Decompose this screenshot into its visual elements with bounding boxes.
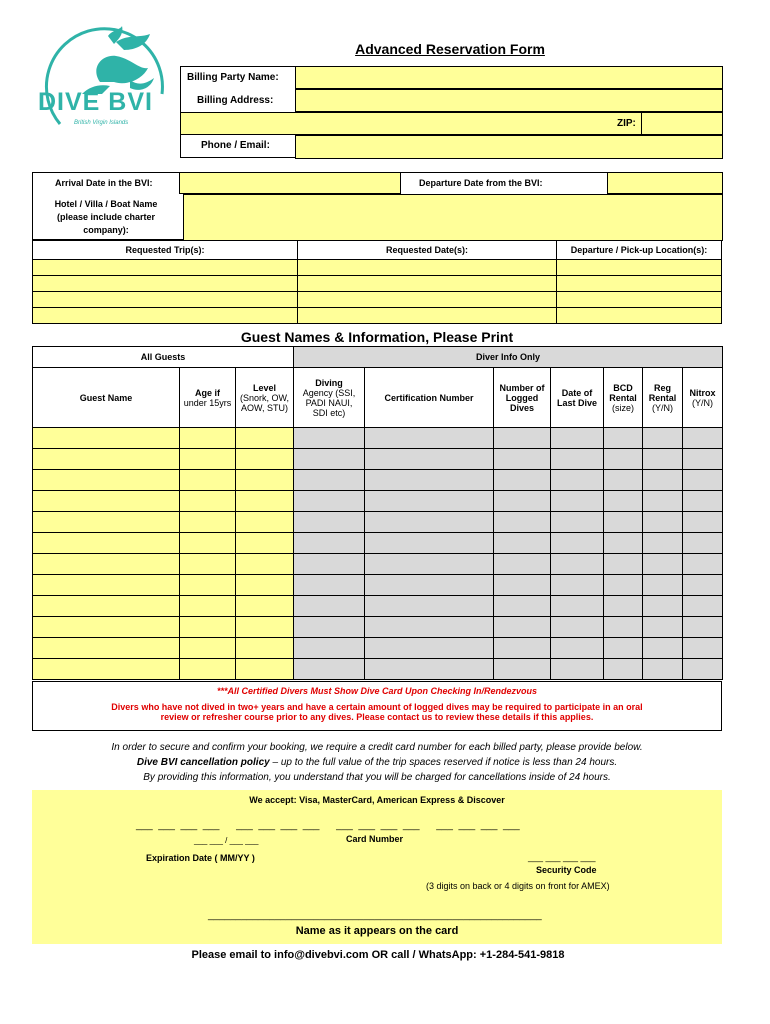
hotel-label: Hotel / Villa / Boat Name (please include charter company): — [54, 199, 158, 235]
age-input[interactable] — [180, 428, 236, 449]
trips-table — [32, 240, 722, 324]
level-input[interactable] — [236, 617, 294, 638]
cert-input[interactable] — [365, 470, 494, 491]
policy-line2 — [32, 755, 722, 770]
security-code-label: Security Code — [536, 865, 597, 875]
guest-name-input[interactable] — [33, 659, 180, 680]
guest-row — [33, 638, 723, 659]
trip-location-input[interactable] — [557, 260, 722, 276]
trip-date-input[interactable] — [298, 308, 557, 324]
age-input[interactable] — [180, 596, 236, 617]
last-dive-header — [551, 368, 604, 428]
age-input[interactable] — [180, 449, 236, 470]
trip-date-input[interactable] — [298, 276, 557, 292]
reg-input[interactable] — [643, 449, 683, 470]
hotel-input[interactable] — [183, 194, 723, 241]
card-accept: We accept: Visa, MasterCard, American Express & Discover — [249, 795, 505, 805]
card-block — [32, 790, 722, 944]
last-dive-input[interactable] — [551, 617, 604, 638]
reg-input[interactable] — [643, 596, 683, 617]
footer-contact: Please email to info@divebvi.com OR call / WhatsApp: +1-284-541-9818 — [191, 949, 565, 961]
phone-email-label: Phone / Email: — [201, 140, 270, 151]
stay-block — [32, 172, 722, 240]
cert-input[interactable] — [365, 617, 494, 638]
dives-input[interactable] — [494, 596, 551, 617]
policy-line2-rest: – up to the full value of the trip spaces reserved if notice is less than 24 hours. — [269, 757, 618, 768]
level-input[interactable] — [236, 428, 294, 449]
arrival-label: Arrival Date in the BVI: — [55, 178, 153, 188]
guest-name-input[interactable] — [33, 533, 180, 554]
nitrox-input[interactable] — [683, 470, 723, 491]
dives-input[interactable] — [494, 659, 551, 680]
age-header-text: Age if — [194, 387, 220, 398]
nitrox-header-1: Nitrox — [689, 387, 716, 398]
expiration-blanks[interactable]: ___ ___ / ___ ___ — [194, 836, 259, 845]
nitrox-input[interactable] — [683, 449, 723, 470]
reg-input[interactable] — [643, 470, 683, 491]
guest-name-input[interactable] — [33, 491, 180, 512]
bcd-input[interactable] — [604, 596, 643, 617]
guest-name-input[interactable] — [33, 596, 180, 617]
level-input[interactable] — [236, 596, 294, 617]
notice-line2: Divers who have not dived in two+ years and have a certain amount of logged dives may be required to participate in an oral — [111, 702, 643, 712]
nitrox-input[interactable] — [683, 596, 723, 617]
expiration-label: Expiration Date ( MM/YY ) — [146, 853, 255, 863]
last-dive-input[interactable] — [551, 638, 604, 659]
logo-tagline: British Virgin Islands — [74, 120, 129, 126]
bcd-input[interactable] — [604, 491, 643, 512]
security-code-blanks[interactable]: ___ ___ ___ ___ — [528, 852, 596, 862]
nitrox-input[interactable] — [683, 575, 723, 596]
guest-row — [33, 575, 723, 596]
last-dive-header-2: Last Dive — [556, 397, 598, 408]
cert-input[interactable] — [365, 554, 494, 575]
cert-input[interactable] — [365, 638, 494, 659]
age-header-sub: under 15yrs — [183, 397, 232, 408]
security-code-note: (3 digits on back or 4 digits on front for AMEX) — [426, 881, 610, 891]
nitrox-input[interactable] — [683, 512, 723, 533]
last-dive-input[interactable] — [551, 470, 604, 491]
cert-input[interactable] — [365, 575, 494, 596]
agency-input[interactable] — [294, 470, 365, 491]
guest-name-input[interactable] — [33, 449, 180, 470]
guest-row — [33, 533, 723, 554]
trip-row — [33, 260, 722, 276]
cert-input[interactable] — [365, 533, 494, 554]
policy-line3: By providing this information, you understand that you will be charged for cancellations inside of 24 hours. — [143, 772, 611, 783]
departure-input[interactable] — [607, 172, 723, 194]
notice-line3: review or refresher course prior to any dives. Please contact us to review these details if this applies. — [160, 712, 594, 722]
trip-location-input[interactable] — [557, 276, 722, 292]
agency-input[interactable] — [294, 596, 365, 617]
policy-block — [32, 740, 722, 785]
level-input[interactable] — [236, 470, 294, 491]
dives-header — [494, 368, 551, 428]
nitrox-input[interactable] — [683, 533, 723, 554]
cert-input[interactable] — [365, 596, 494, 617]
age-header — [180, 368, 236, 428]
cert-input[interactable] — [365, 659, 494, 680]
billing-party-input[interactable] — [295, 66, 723, 89]
level-input[interactable] — [236, 491, 294, 512]
nitrox-input[interactable] — [683, 659, 723, 680]
last-dive-input[interactable] — [551, 449, 604, 470]
guest-name-input[interactable] — [33, 638, 180, 659]
level-header — [236, 368, 294, 428]
last-dive-input[interactable] — [551, 428, 604, 449]
trip-date-input[interactable] — [298, 260, 557, 276]
agency-input[interactable] — [294, 575, 365, 596]
reg-header — [643, 368, 683, 428]
guest-name-input[interactable] — [33, 470, 180, 491]
reg-input[interactable] — [643, 512, 683, 533]
guest-row — [33, 617, 723, 638]
age-input[interactable] — [180, 533, 236, 554]
guest-section-title: Guest Names & Information, Please Print — [240, 329, 514, 345]
reg-input[interactable] — [643, 533, 683, 554]
last-dive-input[interactable] — [551, 596, 604, 617]
bcd-input[interactable] — [604, 659, 643, 680]
departure-label: Departure Date from the BVI: — [419, 178, 543, 188]
form-title: Advanced Reservation Form — [355, 41, 545, 57]
cert-input[interactable] — [365, 449, 494, 470]
reg-input[interactable] — [643, 554, 683, 575]
date-header: Requested Date(s): — [298, 241, 557, 260]
dives-input[interactable] — [494, 470, 551, 491]
nitrox-header-2: (Y/N) — [692, 397, 714, 408]
logo-brand: DIVE BVI — [38, 88, 153, 116]
dives-input[interactable] — [494, 554, 551, 575]
card-number-label: Card Number — [346, 834, 404, 844]
bcd-input[interactable] — [604, 428, 643, 449]
agency-input[interactable] — [294, 659, 365, 680]
cert-header — [365, 368, 494, 428]
agency-input[interactable] — [294, 428, 365, 449]
trip-input[interactable] — [33, 260, 298, 276]
trip-input[interactable] — [33, 292, 298, 308]
age-input[interactable] — [180, 512, 236, 533]
trip-date-input[interactable] — [298, 292, 557, 308]
agency-input[interactable] — [294, 449, 365, 470]
phone-email-input[interactable] — [295, 135, 723, 159]
guest-name-input[interactable] — [33, 428, 180, 449]
reg-input[interactable] — [643, 575, 683, 596]
cert-header-text: Certification Number — [384, 392, 474, 403]
guest-row — [33, 470, 723, 491]
dive-bvi-logo — [30, 24, 180, 144]
agency-input[interactable] — [294, 638, 365, 659]
billing-party-label: Billing Party Name: — [187, 72, 279, 83]
agency-header-text: Diving — [315, 377, 343, 388]
location-header: Departure / Pick-up Location(s): — [557, 241, 722, 260]
last-dive-header-1: Date of — [561, 387, 593, 398]
dives-header-2: Logged — [505, 392, 539, 403]
policy-line1: In order to secure and confirm your booking, we require a credit card number for each billed party, please provide below. — [111, 742, 643, 753]
guest-name-input[interactable] — [33, 617, 180, 638]
guest-row — [33, 428, 723, 449]
nitrox-input[interactable] — [683, 491, 723, 512]
guest-row — [33, 512, 723, 533]
reg-header-1: Reg — [653, 382, 671, 393]
bcd-input[interactable] — [604, 449, 643, 470]
trip-row — [33, 292, 722, 308]
nitrox-input[interactable] — [683, 617, 723, 638]
dives-input[interactable] — [494, 638, 551, 659]
age-input[interactable] — [180, 575, 236, 596]
trip-row — [33, 276, 722, 292]
diver-info-label: Diver Info Only — [294, 347, 723, 368]
guest-name-header — [33, 368, 180, 428]
billing-address-input[interactable] — [295, 89, 723, 112]
trip-input[interactable] — [33, 308, 298, 324]
agency-header-sub1: Agency (SSI, — [302, 387, 356, 398]
guest-row — [33, 659, 723, 680]
reg-input[interactable] — [643, 491, 683, 512]
bcd-input[interactable] — [604, 470, 643, 491]
dives-input[interactable] — [494, 449, 551, 470]
reg-header-2: Rental — [648, 392, 677, 403]
logo-graphic — [30, 24, 180, 144]
last-dive-input[interactable] — [551, 491, 604, 512]
level-input[interactable] — [236, 533, 294, 554]
level-input[interactable] — [236, 638, 294, 659]
level-input[interactable] — [236, 575, 294, 596]
dives-input[interactable] — [494, 512, 551, 533]
dives-header-3: Dives — [509, 402, 535, 413]
guest-name-header-text: Guest Name — [79, 392, 133, 403]
trip-input[interactable] — [33, 276, 298, 292]
age-input[interactable] — [180, 470, 236, 491]
last-dive-input[interactable] — [551, 512, 604, 533]
all-guests-label: All Guests — [33, 347, 294, 368]
bcd-input[interactable] — [604, 512, 643, 533]
last-dive-input[interactable] — [551, 554, 604, 575]
level-input[interactable] — [236, 512, 294, 533]
bcd-input[interactable] — [604, 533, 643, 554]
age-input[interactable] — [180, 638, 236, 659]
reg-input[interactable] — [643, 428, 683, 449]
guest-group-row — [33, 347, 723, 368]
agency-input[interactable] — [294, 512, 365, 533]
cert-input[interactable] — [365, 491, 494, 512]
cardholder-name-line[interactable]: ____________________________________________________________ — [208, 910, 542, 921]
agency-input[interactable] — [294, 554, 365, 575]
reg-input[interactable] — [643, 617, 683, 638]
nitrox-input[interactable] — [683, 554, 723, 575]
last-dive-input[interactable] — [551, 575, 604, 596]
guest-name-input[interactable] — [33, 554, 180, 575]
nitrox-header — [683, 368, 723, 428]
nitrox-input[interactable] — [683, 638, 723, 659]
guest-name-input[interactable] — [33, 512, 180, 533]
notice-line1: ***All Certified Divers Must Show Dive Card Upon Checking In/Rendezvous — [216, 686, 538, 696]
billing-address-line2-input[interactable] — [180, 112, 642, 135]
reg-input[interactable] — [643, 638, 683, 659]
level-header-sub1: (Snork, OW, — [239, 392, 289, 403]
agency-header — [294, 368, 365, 428]
dives-input[interactable] — [494, 575, 551, 596]
guest-row — [33, 554, 723, 575]
policy-line2-bold: Dive BVI cancellation policy — [136, 757, 270, 768]
zip-input[interactable] — [641, 112, 723, 135]
billing-block — [180, 66, 722, 158]
bcd-header-1: BCD — [613, 382, 633, 393]
reg-input[interactable] — [643, 659, 683, 680]
level-header-sub2: AOW, STU) — [241, 402, 288, 413]
level-header-text: Level — [252, 382, 276, 393]
bcd-header-3: (size) — [612, 402, 634, 413]
cert-input[interactable] — [365, 428, 494, 449]
bcd-input[interactable] — [604, 638, 643, 659]
arrival-input[interactable] — [179, 172, 401, 194]
age-input[interactable] — [180, 617, 236, 638]
agency-header-sub3: SDI etc) — [312, 407, 346, 418]
cert-input[interactable] — [365, 512, 494, 533]
billing-address-label: Billing Address: — [197, 95, 274, 106]
dives-input[interactable] — [494, 617, 551, 638]
trip-row — [33, 308, 722, 324]
bcd-input[interactable] — [604, 575, 643, 596]
reg-header-3: (Y/N) — [652, 402, 673, 413]
guest-row — [33, 596, 723, 617]
level-input[interactable] — [236, 449, 294, 470]
bcd-input[interactable] — [604, 554, 643, 575]
guest-row — [33, 449, 723, 470]
age-input[interactable] — [180, 491, 236, 512]
guest-name-input[interactable] — [33, 575, 180, 596]
bcd-header-2: Rental — [609, 392, 637, 403]
dives-input[interactable] — [494, 428, 551, 449]
dives-input[interactable] — [494, 533, 551, 554]
agency-input[interactable] — [294, 533, 365, 554]
diver-notice-box — [32, 681, 722, 731]
trips-header-row — [33, 241, 722, 260]
cardholder-name-label: Name as it appears on the card — [295, 925, 459, 937]
guest-header-row — [33, 368, 723, 428]
nitrox-input[interactable] — [683, 428, 723, 449]
bcd-input[interactable] — [604, 617, 643, 638]
bcd-header — [604, 368, 643, 428]
age-input[interactable] — [180, 659, 236, 680]
card-number-blanks[interactable]: ___ ___ ___ ___ ___ ___ ___ ___ ___ ___ ___ ___ ___ ___ ___ ___ — [136, 820, 520, 831]
level-input[interactable] — [236, 554, 294, 575]
agency-input[interactable] — [294, 617, 365, 638]
dives-input[interactable] — [494, 491, 551, 512]
trip-location-input[interactable] — [557, 292, 722, 308]
zip-label: ZIP: — [617, 118, 636, 129]
trip-location-input[interactable] — [557, 308, 722, 324]
guest-table — [32, 346, 723, 680]
agency-input[interactable] — [294, 491, 365, 512]
last-dive-input[interactable] — [551, 533, 604, 554]
level-input[interactable] — [236, 659, 294, 680]
guest-row — [33, 491, 723, 512]
last-dive-input[interactable] — [551, 659, 604, 680]
age-input[interactable] — [180, 554, 236, 575]
trip-header: Requested Trip(s): — [33, 241, 298, 260]
dives-header-1: Number of — [499, 382, 545, 393]
agency-header-sub2: PADI NAUI, — [305, 397, 353, 408]
